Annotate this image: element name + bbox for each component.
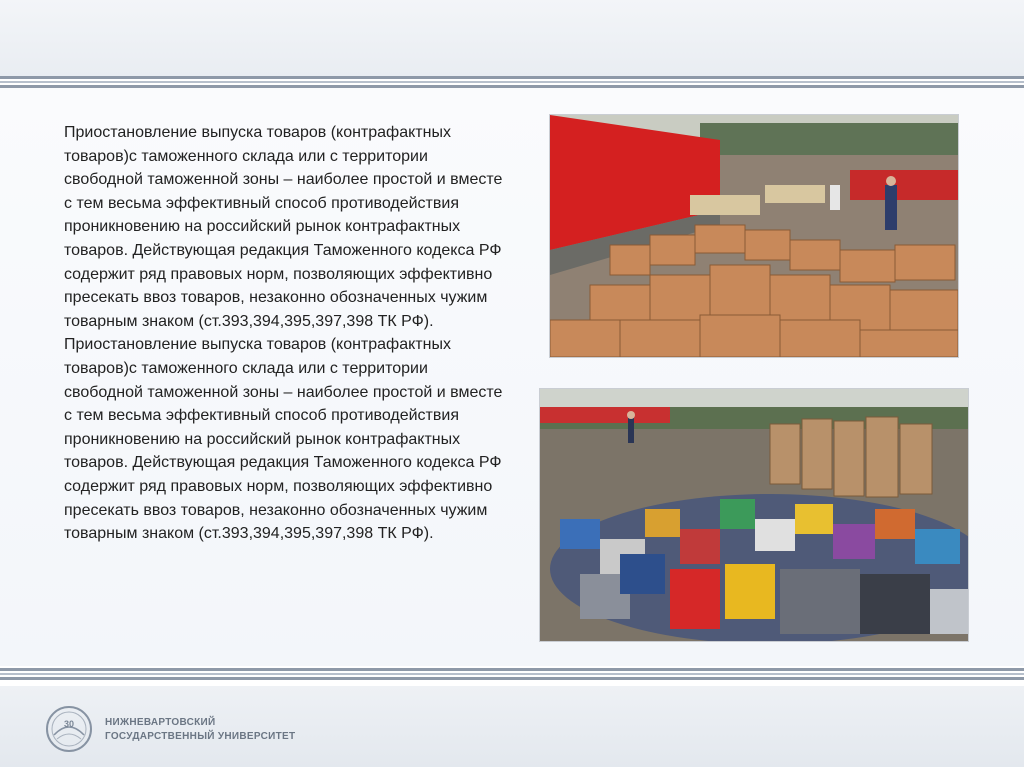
university-name-line2: ГОСУДАРСТВЕННЫЙ УНИВЕРСИТЕТ xyxy=(105,731,296,742)
slide-body-text xyxy=(64,121,504,546)
university-name xyxy=(105,716,295,744)
header-band xyxy=(0,0,1024,76)
paragraph-1: Приостановление выпуска товаров (контрафактных товаров)с таможенного склада или с территории свободной таможенной зоны – наиболее простой и вместе с тем весьма эффективный способ противодействия проникновению на российский рынок контрафактных товаров. Действующая редакция Таможенного кодекса РФ содержит ряд правовых норм, позволяющих эффективно пресекать ввоз товаров, незаконно обозначенных чужим товарным знаком (ст.393,394,395,397,398 ТК РФ). xyxy=(64,124,503,330)
footer-divider-stripes xyxy=(0,668,1024,680)
photo-boxes xyxy=(549,114,959,358)
header-divider-stripes xyxy=(0,76,1024,88)
university-emblem-icon xyxy=(45,705,93,753)
paragraph-2: Приостановление выпуска товаров (контрафактных товаров)с таможенного склада или с территории свободной таможенной зоны – наиболее простой и вместе с тем весьма эффективный способ противодействия проникновению на российский рынок контрафактных товаров. Действующая редакция Таможенного кодекса РФ содержит ряд правовых норм, позволяющих эффективно пресекать ввоз товаров, незаконно обозначенных чужим товарным знаком (ст.393,394,395,397,398 ТК РФ). xyxy=(64,336,503,543)
emblem-number: 30 xyxy=(63,719,75,729)
university-name-line1: НИЖНЕВАРТОВСКИЙ xyxy=(105,717,216,728)
photo-clothing xyxy=(539,388,969,642)
